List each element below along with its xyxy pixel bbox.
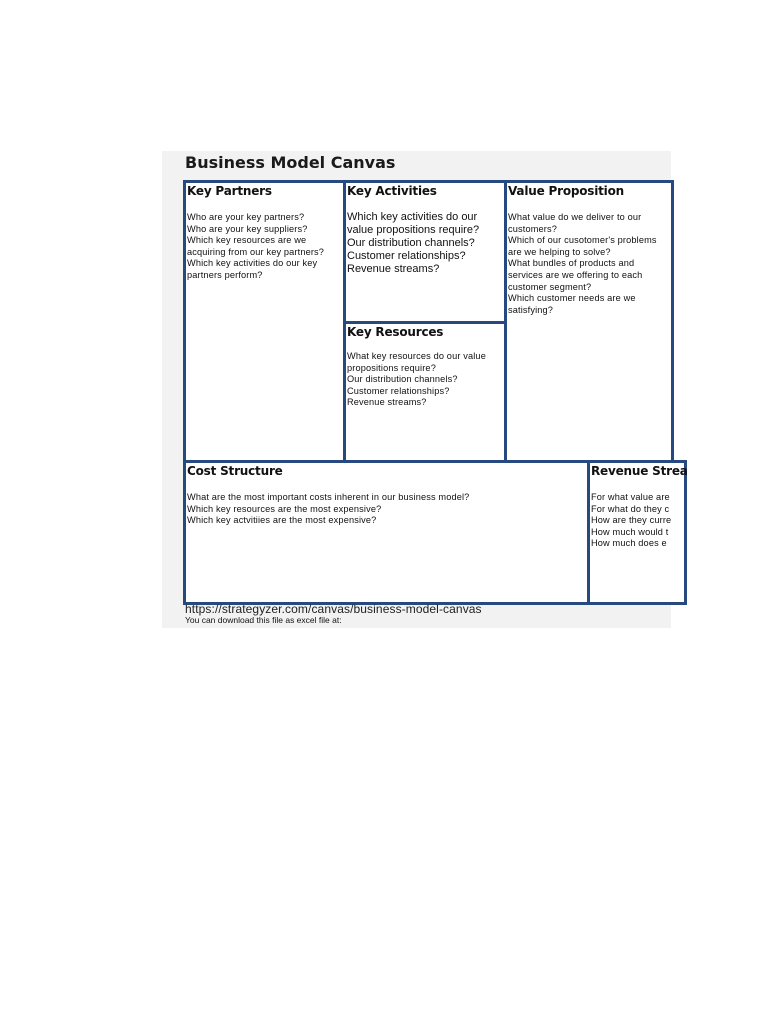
list-item: Which key activities do our key xyxy=(187,258,318,269)
list-item: How are they curre xyxy=(591,515,672,526)
list-item: Which key actvitiies are the most expensive? xyxy=(187,515,377,526)
list-item: Who are your key suppliers? xyxy=(187,223,308,234)
list-item: How much would t xyxy=(591,526,669,537)
revenue-streams-questions xyxy=(591,492,671,550)
list-item: What bundles of products and xyxy=(508,258,635,269)
list-item: customer segment? xyxy=(508,281,592,292)
key-activities-questions xyxy=(347,211,479,276)
key-activities-heading: Key Activities xyxy=(347,184,437,198)
cost-structure-box xyxy=(183,460,590,605)
value-proposition-questions xyxy=(508,212,657,316)
list-item: Which key resources are we xyxy=(187,235,307,246)
list-item: Our distribution channels? xyxy=(347,237,475,249)
key-partners-box xyxy=(183,180,346,463)
canvas-sheet xyxy=(162,151,688,628)
list-item: partners perform? xyxy=(187,269,263,280)
list-item: What are the most important costs inherent in our business model? xyxy=(187,492,470,502)
list-item: Customer relationships? xyxy=(347,385,450,396)
list-item: customers? xyxy=(508,223,557,234)
list-item: What key resources do our value xyxy=(347,351,486,361)
list-item: Which key resources are the most expensive? xyxy=(187,503,382,514)
download-note: You can download this file as excel file at: xyxy=(185,615,342,625)
list-item: acquiring from our key partners? xyxy=(187,246,325,257)
value-proposition-box xyxy=(504,180,674,463)
value-proposition-heading: Value Proposition xyxy=(508,184,624,198)
list-item: For what value are xyxy=(591,492,670,502)
key-resources-box xyxy=(343,321,507,463)
list-item: For what do they c xyxy=(591,503,670,514)
list-item: Who are your key partners? xyxy=(187,212,305,222)
cost-structure-questions xyxy=(187,492,469,527)
revenue-streams-heading: Revenue Strea xyxy=(591,464,688,478)
list-item: value propositions require? xyxy=(347,224,480,236)
revenue-streams-box xyxy=(587,460,687,605)
list-item: Our distribution channels? xyxy=(347,374,458,385)
list-item: Which of our cusotomer's problems xyxy=(508,235,657,246)
list-item: Customer relationships? xyxy=(347,250,466,262)
key-partners-questions xyxy=(187,212,324,282)
key-partners-heading: Key Partners xyxy=(187,184,272,198)
list-item: Revenue streams? xyxy=(347,263,440,275)
list-item: Which customer needs are we xyxy=(508,293,636,304)
cost-structure-heading: Cost Structure xyxy=(187,464,283,478)
key-activities-box xyxy=(343,180,507,324)
list-item: Revenue streams? xyxy=(347,397,427,408)
list-item: Which key activities do our xyxy=(347,211,478,223)
list-item: What value do we deliver to our xyxy=(508,212,642,222)
list-item: satisfying? xyxy=(508,304,554,315)
list-item: How much does e xyxy=(591,538,667,549)
list-item: services are we offering to each xyxy=(508,269,643,280)
key-resources-questions xyxy=(347,351,486,409)
list-item: are we helping to solve? xyxy=(508,246,611,257)
source-link[interactable]: https://strategyzer.com/canvas/business-model-canvas xyxy=(185,602,482,616)
key-resources-heading: Key Resources xyxy=(347,325,444,339)
canvas-title: Business Model Canvas xyxy=(185,153,396,172)
list-item: propositions require? xyxy=(347,362,436,373)
